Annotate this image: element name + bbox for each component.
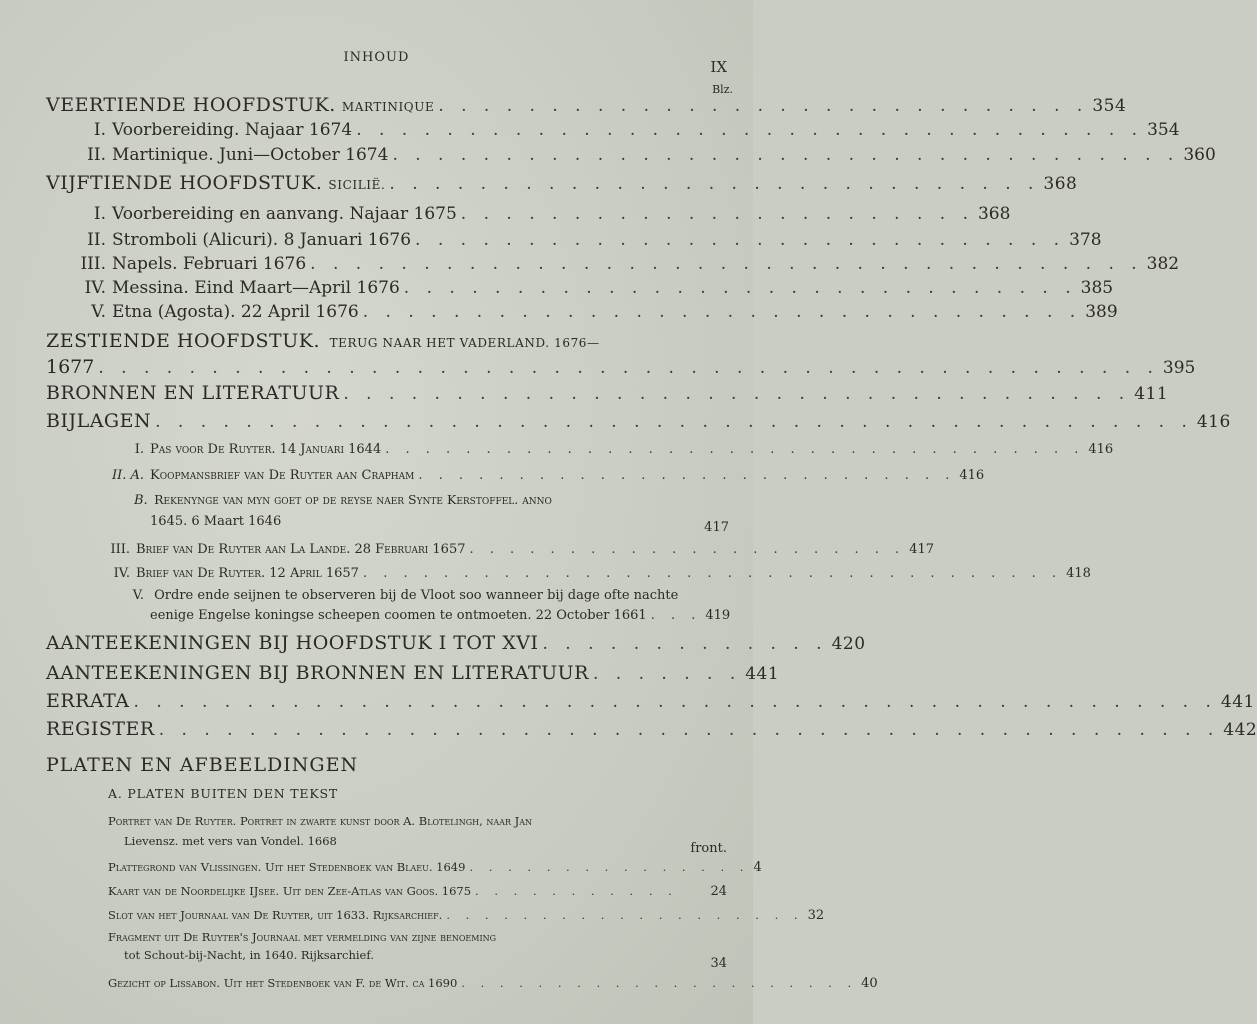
plate-title: Gezicht op Lissabon. Uit het Stedenboek van F. de Wit. ca 1690 (108, 976, 458, 990)
chapter-subtitle: SICILIË. (328, 178, 386, 192)
plate-title-continued: Lievensz. met vers van Vondel. 1668 (124, 834, 337, 848)
entry-title: Brief van De Ruyter. 12 April 1657 (136, 566, 359, 581)
toc-entry (66, 254, 1180, 274)
toc-appendix-entry (102, 442, 1114, 457)
toc-appendix-entry (88, 542, 935, 557)
plate-entry (108, 976, 878, 991)
page-ref: 382 (1146, 254, 1180, 274)
page-ref: 416 (959, 468, 985, 483)
toc-entry (80, 120, 1180, 140)
chapter-subtitle: TERUG NAAR HET VADERLAND. 1676— (329, 336, 600, 350)
plate-entry (108, 860, 762, 875)
leader-dots: . . . . . . . . . . . . . . . . . . . . . . . . . . . . . . . . . . . . . (310, 254, 1143, 274)
page-ref: 385 (1080, 278, 1114, 298)
leader-dots: . . . . . . . . . . . . . . . . . . . . . . . . . . . . . . . . . . . (362, 566, 1063, 581)
page-column-label: Blz. (712, 83, 733, 96)
entry-title: Etna (Agosta). 22 April 1676 (112, 302, 359, 322)
toc-chapter-15 (46, 172, 1078, 194)
page-ref: 418 (1066, 566, 1091, 581)
page-ref: 441 (1220, 692, 1255, 712)
page-ref: 389 (1085, 302, 1118, 322)
plate-entry (108, 814, 532, 828)
entry-number: II. (87, 145, 106, 165)
plate-entry (108, 884, 727, 899)
leader-dots: . . . . . . . . . . . . . . . . . . . . . . . . . . . (418, 468, 956, 483)
entry-number: I. (93, 204, 106, 224)
entry-title: Napels. Februari 1676 (112, 254, 307, 274)
leader-dots: . . . . . . . . . . . . . . . . . . . . . . . (460, 204, 974, 224)
entry-number: V. (91, 302, 106, 322)
page-ref: 360 (1183, 145, 1216, 165)
leader-dots: . . . . . . . . . . . . . . . . . . . . . . . . . . . . . . . . . . . . . . . . . . . . . . . (158, 720, 1220, 740)
toc-appendix-entry (102, 468, 985, 483)
page-ref: 368 (1043, 174, 1078, 194)
toc-appendix-entry-continued (150, 608, 729, 623)
leader-dots: . . . . . . . . . . . . . . . . . . . . . . . . . . . . . . . . . . . (343, 384, 1131, 404)
plate-title-continued: tot Schout-bij-Nacht, in 1640. Rijksarchief. (124, 948, 374, 962)
page-ref: 417 (909, 542, 935, 557)
toc-errata (46, 690, 1255, 712)
section-title: ERRATA (46, 690, 130, 712)
toc-appendix-entry (102, 588, 678, 603)
leader-dots: . . . . . . . . . . . . . . . . . . . . . . . . . . . . . (415, 230, 1066, 250)
entry-title: Messina. Eind Maart—April 1676 (112, 278, 400, 298)
section-heading: PLATEN EN AFBEELDINGEN (46, 754, 359, 776)
toc-entry (80, 204, 1011, 224)
leader-dots: . . . . . . . . . . . . . . . . . . . . . (461, 976, 858, 990)
section-title: REGISTER (46, 718, 155, 740)
toc-chapter-16-continued (46, 356, 1196, 378)
entry-number: IV. (113, 566, 130, 581)
page-ref: 416 (1196, 412, 1231, 432)
entry-title: Voorbereiding. Najaar 1674 (112, 120, 353, 140)
page-ref: 34 (710, 956, 727, 971)
section-title: AANTEEKENINGEN BIJ BRONNEN EN LITERATUUR (46, 662, 589, 684)
toc-entry (80, 145, 1216, 165)
leader-dots: . . . . . . . . . . . . . . . . . . . . . . . . . . . . . (389, 174, 1040, 194)
leader-dots: . . . . . . . . . . . . . . . . . . . (446, 908, 804, 922)
entry-number: III. (110, 542, 130, 557)
entry-title: Ordre ende seijnen te observeren bij de Vloot soo wanneer bij dage ofte nachte (154, 588, 679, 603)
page-ref: 420 (831, 634, 866, 654)
plate-title: Slot van het Journaal van De Ruyter, uit 1633. Rijksarchief. (108, 908, 443, 922)
page-ref: 354 (1147, 120, 1180, 140)
page-ref: 4 (753, 860, 762, 875)
page-ref: 40 (861, 976, 878, 991)
leader-dots: . . . . . . . . . . . . . (542, 634, 828, 654)
plate-entry-continued (124, 834, 727, 856)
entry-title: Koopmansbrief van De Ruyter aan Crapham (150, 468, 415, 483)
toc-entry (66, 302, 1118, 322)
chapter-subtitle-continued: 1677 (46, 356, 95, 378)
page-ref: 32 (807, 908, 825, 923)
leader-dots: . . . (650, 608, 702, 623)
chapter-subtitle: MARTINIQUE (341, 100, 435, 114)
page-ref: 24 (710, 884, 727, 899)
section-subheading: A. PLATEN BUITEN DEN TEKST (108, 786, 338, 801)
page-ref: front. (690, 841, 727, 856)
leader-dots: . . . . . . . . . . . . . . . . . . . . . . . . . . . . . . . . . . . . . . . . . . . . . . . . (133, 692, 1217, 712)
toc-aanteekeningen-2 (46, 662, 780, 684)
entry-number: III. (80, 254, 106, 274)
chapter-title: VIJFTIENDE HOOFDSTUK. (46, 172, 323, 194)
toc-chapter-14 (46, 94, 1127, 116)
leader-dots: . . . . . . . . . . . . . . . . . . . . . . . . . . . . . . . . . . . . . . . . . . . . . . . (98, 358, 1159, 378)
running-header: INHOUD (343, 50, 410, 65)
page-ref: 441 (745, 664, 780, 684)
page-ref: 395 (1162, 358, 1196, 378)
entry-number: I. (93, 120, 106, 140)
entry-title-continued: 1645. 6 Maart 1646 (150, 514, 282, 529)
entry-title: Brief van De Ruyter aan La Lande. 28 Februari 1657 (136, 542, 466, 557)
page-ref: 411 (1134, 384, 1169, 404)
leader-dots: . . . . . . . . . . . . . . . . . . . . . . . . . . . . . . . . . . . (385, 442, 1085, 457)
toc-chapter-16 (46, 330, 600, 352)
entry-number: IV. (84, 278, 106, 298)
plate-entry-continued (124, 948, 727, 971)
leader-dots: . . . . . . . (592, 664, 742, 684)
toc-aanteekeningen-1 (46, 632, 866, 654)
page-ref: 368 (977, 204, 1011, 224)
leader-dots: . . . . . . . . . . . . . . . . . . . . . . . . . . . . . (438, 96, 1089, 116)
leader-dots: . . . . . . . . . . . . . . . . . . . . . . . . . . . . . . . . . . . (392, 145, 1180, 165)
toc-appendix-entry (134, 492, 552, 508)
plate-title: Fragment uit De Ruyter's Journaal met vermelding van zijne benoeming (108, 930, 497, 944)
leader-dots: . . . . . . . . . . . . . . . (469, 860, 750, 874)
entry-title-continued: eenige Engelse koningse scheepen coomen te ontmoeten. 22 October 1661 (150, 608, 647, 623)
page-ref: 354 (1092, 96, 1127, 116)
section-title: BRONNEN EN LITERATUUR (46, 382, 340, 404)
chapter-title: VEERTIENDE HOOFDSTUK. (46, 94, 336, 116)
page-number: IX (710, 58, 727, 76)
toc-appendix-entry (88, 566, 1091, 581)
toc-bijlagen (46, 410, 1231, 432)
section-title: AANTEEKENINGEN BIJ HOOFDSTUK I TOT XVI (46, 632, 539, 654)
chapter-title: ZESTIENDE HOOFDSTUK. (46, 330, 320, 352)
leader-dots: . . . . . . . . . . . . . . . . . . . . . . . . . . . . . . . . (362, 302, 1082, 322)
leader-dots: . . . . . . . . . . . (475, 884, 678, 898)
plate-entry (108, 930, 496, 944)
plate-title: Portret van De Ruyter. Portret in zwarte kunst door A. Blotelingh, naar Jan (108, 814, 533, 828)
page-ref: 417 (704, 520, 729, 535)
section-title: BIJLAGEN (46, 410, 152, 432)
page-ref: 419 (705, 608, 731, 623)
entry-title: Stromboli (Alicuri). 8 Januari 1676 (112, 230, 412, 250)
entry-title: Pas voor De Ruyter. 14 Januari 1644 (150, 442, 382, 457)
page-ref: 378 (1069, 230, 1102, 250)
toc-entry (66, 278, 1114, 298)
toc-bronnen (46, 382, 1169, 404)
entry-number: II. A. (111, 468, 144, 483)
entry-number: I. (134, 442, 144, 457)
plate-title: Kaart van de Noordelijke IJsee. Uit den Zee-Atlas van Goos. 1675 (108, 884, 472, 898)
leader-dots: . . . . . . . . . . . . . . . . . . . . . . (469, 542, 906, 557)
toc-register (46, 718, 1257, 740)
entry-number: II. (87, 230, 106, 250)
entry-number: V. (132, 588, 144, 603)
toc-appendix-entry-continued (150, 514, 729, 535)
entry-title: Rekenynge van myn goet op de reyse naer Synte Kerstoffel. anno (154, 492, 552, 507)
page-ref: 442 (1223, 720, 1257, 740)
leader-dots: . . . . . . . . . . . . . . . . . . . . . . . . . . . . . . . . . . . (356, 120, 1144, 140)
entry-title: Martinique. Juni—October 1674 (112, 145, 389, 165)
plate-title: Plattegrond van Vlissingen. Uit het Stedenboek van Blaeu. 1649 (108, 860, 466, 874)
page-ref: 416 (1088, 442, 1114, 457)
leader-dots: . . . . . . . . . . . . . . . . . . . . . . . . . . . . . . (403, 278, 1077, 298)
toc-entry (66, 230, 1102, 250)
leader-dots: . . . . . . . . . . . . . . . . . . . . . . . . . . . . . . . . . . . . . . . . . . . . . . (155, 412, 1193, 432)
entry-title: Voorbereiding en aanvang. Najaar 1675 (112, 204, 457, 224)
entry-number: B. (134, 493, 148, 508)
plate-entry (108, 908, 825, 923)
